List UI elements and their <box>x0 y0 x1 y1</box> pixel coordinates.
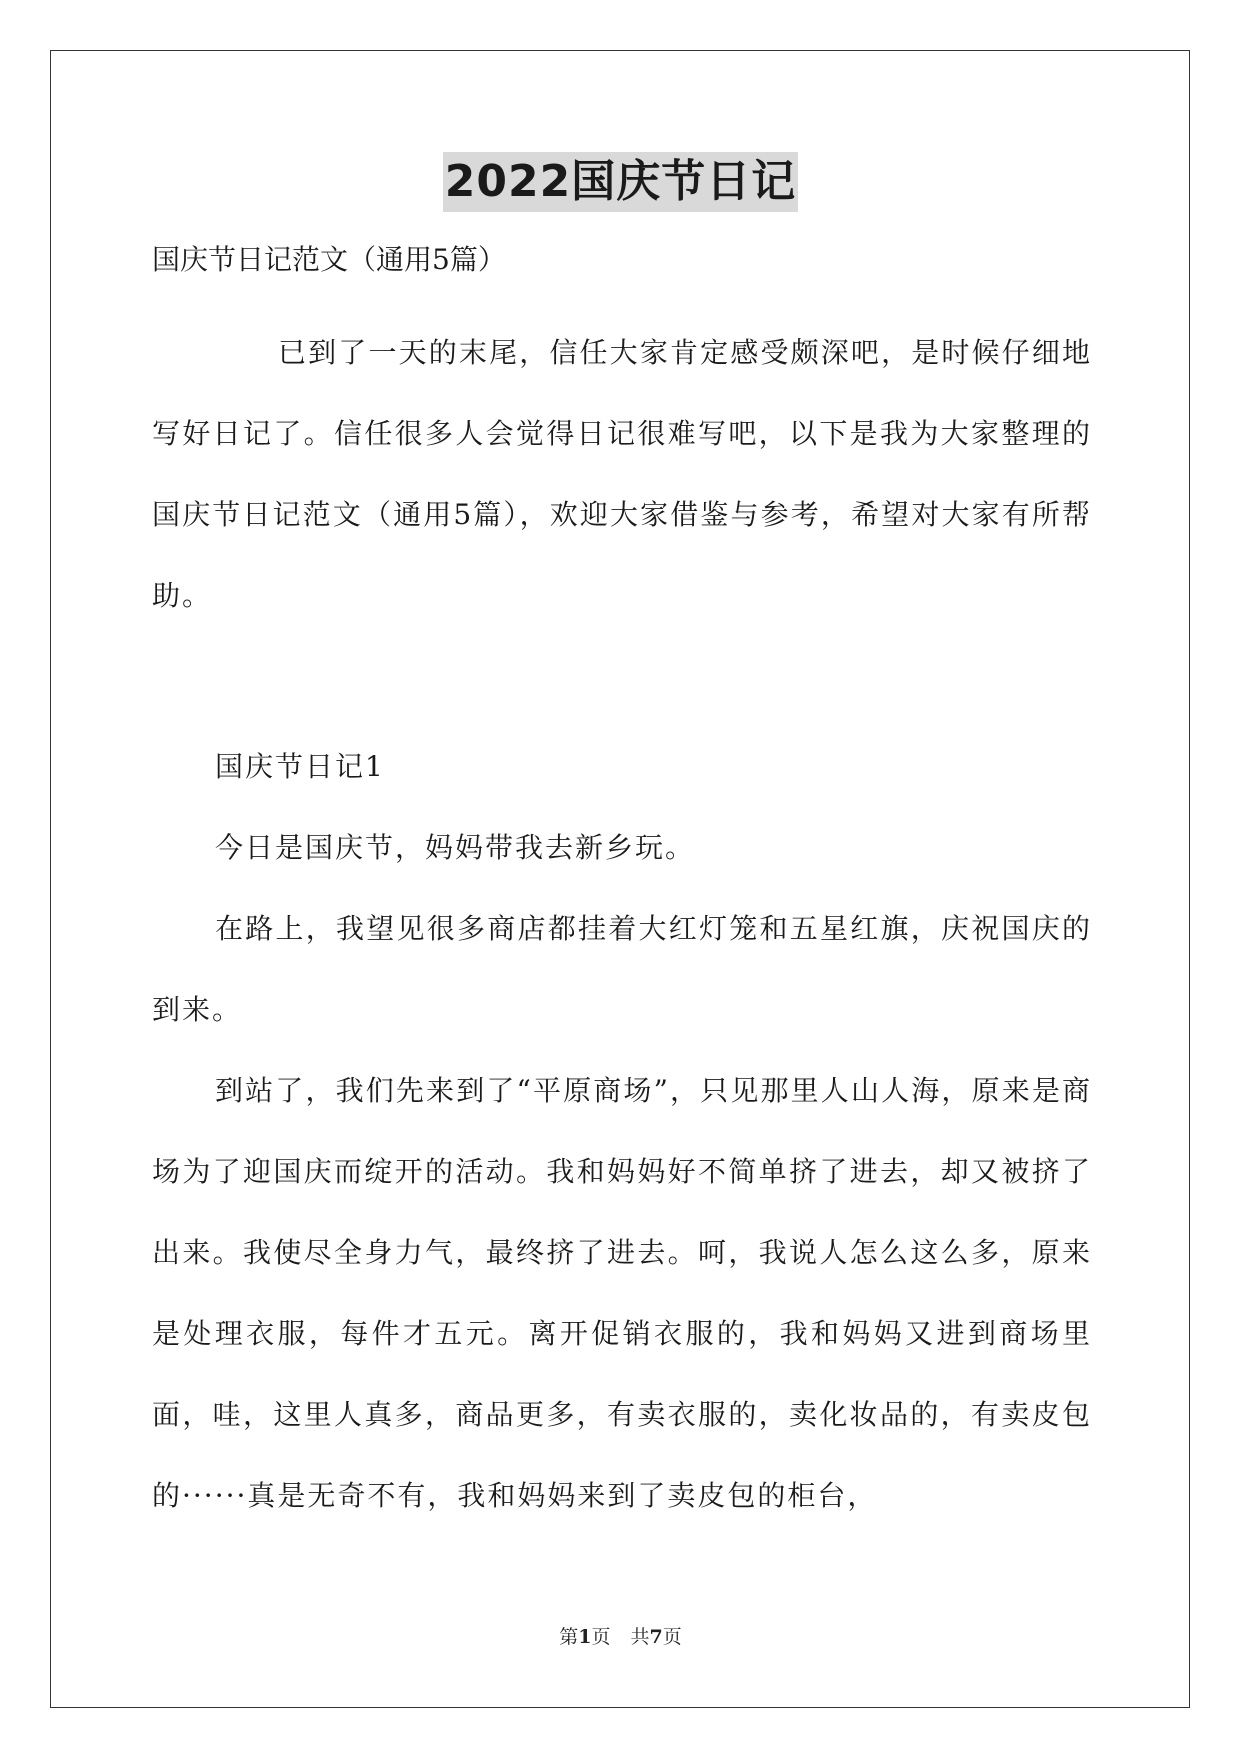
page-suffix: 页 <box>591 1626 611 1648</box>
document-body <box>152 240 1092 1536</box>
title-wrap <box>0 152 1241 212</box>
body-paragraph: 在路上，我望见很多商店都挂着大红灯笼和五星红旗，庆祝国庆的到来。 <box>152 912 1092 1026</box>
page-footer <box>0 1622 1241 1649</box>
total-prefix: 共 <box>630 1626 650 1648</box>
body-paragraph: 今日是国庆节，妈妈带我去新乡玩。 <box>215 831 696 864</box>
section-heading: 国庆节日记1 <box>215 750 385 783</box>
intro-paragraph: 已到了一天的末尾，信任大家肯定感受颇深吧，是时候仔细地写好日记了。信任很多人会觉得日记很难写吧，以下是我为大家整理的国庆节日记范文（通用5篇），欢迎大家借鉴与参考，希望对大家有所帮助。 <box>152 336 1092 612</box>
document-subtitle: 国庆节日记范文（通用5篇） <box>152 243 506 276</box>
page-prefix: 第 <box>559 1626 579 1648</box>
total-suffix: 页 <box>662 1626 682 1648</box>
page-number: 1 <box>578 1626 592 1648</box>
body-paragraph: 到站了，我们先来到了“平原商场”，只见那里人山人海，原来是商场为了迎国庆而绽开的活动。我和妈妈好不简单挤了进去，却又被挤了出来。我使尽全身力气，最终挤了进去。呵，我说人怎么这么多，原来是处理衣服，每件才五元。离开促销衣服的，我和妈妈又进到商场里面，哇，这里人真多，商品更多，有卖衣服的，卖化妆品的，有卖皮包的······真是无奇不有，我和妈妈来到了卖皮包的柜台， <box>152 1074 1092 1512</box>
total-pages: 7 <box>649 1626 663 1648</box>
document-title: 2022国庆节日记 <box>443 152 798 212</box>
